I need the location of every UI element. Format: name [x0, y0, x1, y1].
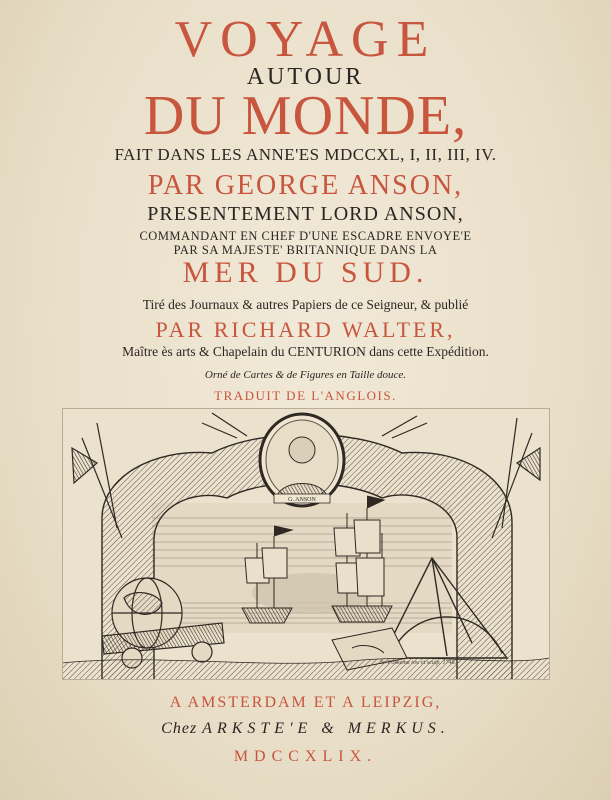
author-line: PAR GEORGE ANSON,: [147, 170, 464, 201]
illustrated-line: Orné de Cartes & de Figures en Taille douce.: [204, 369, 407, 381]
lord-line: PRESENTEMENT LORD ANSON,: [147, 203, 464, 225]
portrait-medallion: [260, 414, 344, 506]
translated-line: TRADUIT DE L'ANGLOIS.: [214, 388, 397, 403]
imprint-chez: Chez: [161, 720, 198, 737]
source-line: Tiré des Journaux & autres Papiers de ce Seigneur, & publié: [142, 297, 469, 312]
frontispiece-engraving: [62, 408, 550, 680]
years-line: FAIT DANS LES ANNE'ES MDCCXL, I, II, III, IV.: [114, 145, 497, 164]
medallion-label: G. ANSON: [288, 497, 316, 503]
title-voyage: VOYAGE: [174, 11, 437, 68]
imprint-publishers: ARKSTE'E & MERKUS.: [202, 720, 450, 737]
title-du-monde: DU MONDE,: [143, 85, 468, 147]
imprint-date: MDCCXLIX.: [233, 748, 378, 765]
engraver-signature: Sr. Fokkema inv. et sculp. 1748.: [380, 660, 457, 666]
editor-role-line: Maître ès arts & Chapelain du CENTURION dans cette Expédition.: [122, 344, 489, 359]
title-autour: AUTOUR: [246, 64, 365, 90]
commander-line-1: COMMANDANT EN CHEF D'UNE ESCADRE ENVOYE'E: [139, 229, 472, 243]
commander-line-2: PAR SA MAJESTE' BRITANNIQUE DANS LA: [173, 243, 438, 257]
sea-scene: [152, 503, 452, 633]
editor-line: PAR RICHARD WALTER,: [155, 317, 456, 342]
imprint-publishers-line: [0, 720, 611, 738]
imprint-place: A AMSTERDAM ET A LEIPZIG,: [169, 694, 442, 711]
sea-line: MER DU SUD.: [182, 256, 429, 289]
